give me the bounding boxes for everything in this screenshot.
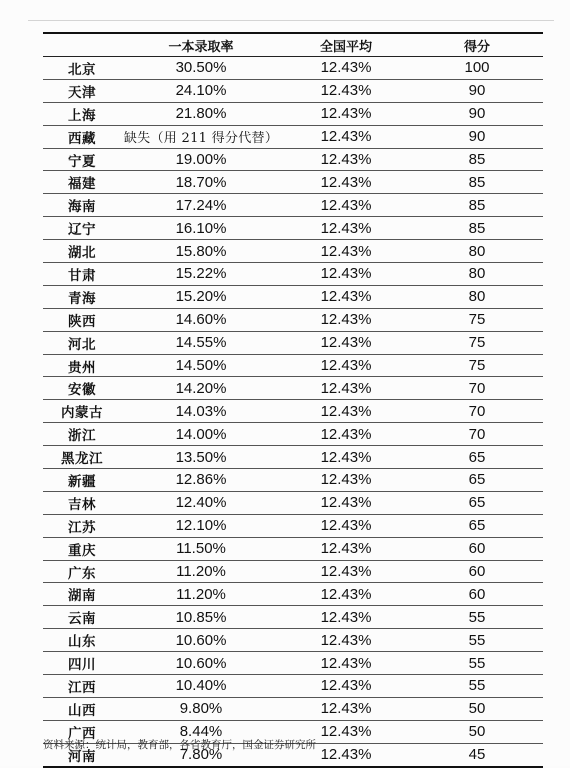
score-cell: 45 — [468, 746, 486, 764]
table-row — [43, 560, 543, 583]
admission-rate-cell: 13.50% — [175, 448, 227, 466]
national-average-cell: 12.43% — [320, 700, 372, 718]
admission-rate-cell: 8.44% — [179, 723, 223, 741]
score-cell: 80 — [468, 288, 486, 306]
national-average-cell: 12.43% — [320, 517, 372, 535]
province-cell: 山东 — [68, 634, 96, 651]
score-cell: 55 — [468, 631, 486, 649]
table-row — [43, 491, 543, 514]
score-cell: 80 — [468, 265, 486, 283]
province-cell: 安徽 — [68, 382, 96, 399]
header-score: 得分 — [463, 39, 490, 55]
table-row — [43, 125, 543, 148]
table-row — [43, 308, 543, 331]
province-cell: 山西 — [68, 702, 96, 719]
province-cell: 上海 — [68, 107, 96, 124]
score-cell: 55 — [468, 608, 486, 626]
national-average-cell: 12.43% — [320, 196, 372, 214]
score-cell: 60 — [468, 563, 486, 581]
national-average-cell: 12.43% — [320, 448, 372, 466]
admission-rate-cell: 10.60% — [175, 631, 227, 649]
national-average-cell: 12.43% — [320, 402, 372, 420]
table-row — [43, 148, 543, 171]
table-row — [43, 171, 543, 194]
score-cell: 60 — [468, 540, 486, 558]
admission-rate-cell: 12.40% — [175, 494, 227, 512]
province-cell: 河南 — [68, 748, 96, 765]
admission-rate-cell: 9.80% — [179, 700, 223, 718]
header-admission-rate: 一本录取率 — [168, 39, 234, 55]
score-cell: 85 — [468, 196, 486, 214]
score-cell: 50 — [468, 700, 486, 718]
admission-rate-cell: 30.50% — [175, 59, 227, 77]
table-row — [43, 697, 543, 720]
national-average-cell: 12.43% — [320, 677, 372, 695]
province-cell: 北京 — [68, 61, 96, 78]
province-cell: 贵州 — [68, 359, 96, 376]
score-cell: 100 — [464, 59, 490, 77]
score-cell: 85 — [468, 173, 486, 191]
table-row — [43, 537, 543, 560]
national-average-cell: 12.43% — [320, 82, 372, 100]
national-average-cell: 12.43% — [320, 173, 372, 191]
score-cell: 65 — [468, 494, 486, 512]
table-row — [43, 57, 543, 80]
admission-rate-cell: 14.50% — [175, 357, 227, 375]
score-cell: 65 — [468, 471, 486, 489]
score-cell: 70 — [468, 402, 486, 420]
national-average-cell: 12.43% — [320, 151, 372, 168]
national-average-cell: 12.43% — [320, 379, 372, 397]
table-row — [43, 194, 543, 217]
score-cell: 90 — [468, 105, 486, 123]
score-cell: 85 — [468, 219, 486, 237]
top-divider — [28, 20, 554, 21]
score-cell: 50 — [468, 723, 486, 741]
table-row — [43, 583, 543, 606]
table-row — [43, 675, 543, 698]
province-cell: 西藏 — [68, 130, 96, 147]
national-average-cell: 12.43% — [320, 242, 372, 260]
table-body — [43, 57, 543, 767]
province-cell: 甘肃 — [68, 267, 96, 284]
province-cell: 湖北 — [68, 245, 96, 262]
national-average-cell: 12.43% — [320, 425, 372, 443]
score-cell: 65 — [468, 448, 486, 466]
province-cell: 吉林 — [68, 496, 96, 513]
table-row — [43, 446, 543, 469]
table-row — [43, 423, 543, 446]
province-cell: 宁夏 — [68, 153, 96, 170]
province-cell: 湖南 — [68, 588, 96, 605]
national-average-cell: 12.43% — [320, 608, 372, 626]
province-cell: 青海 — [68, 290, 96, 307]
national-average-cell: 12.43% — [320, 631, 372, 649]
national-average-cell: 12.43% — [320, 288, 372, 306]
table-row — [43, 354, 543, 377]
national-average-cell: 12.43% — [320, 746, 372, 764]
table-row — [43, 652, 543, 675]
admission-rate-cell: 16.10% — [175, 219, 227, 237]
province-cell: 江西 — [68, 679, 96, 696]
admission-rate-cell: 10.40% — [175, 677, 227, 695]
table-row — [43, 217, 543, 240]
admission-rate-cell: 12.86% — [175, 471, 227, 489]
admission-rate-cell: 21.80% — [175, 105, 227, 123]
province-cell: 四川 — [68, 657, 96, 674]
table-row — [43, 606, 543, 629]
province-cell: 内蒙古 — [61, 405, 103, 422]
province-cell: 天津 — [68, 84, 96, 101]
province-cell: 河北 — [68, 336, 96, 353]
header-national-average: 全国平均 — [319, 39, 372, 55]
admission-rate-cell: 15.22% — [175, 265, 227, 283]
admission-rate-cell: 7.80% — [179, 746, 223, 764]
table-header-row — [43, 33, 543, 57]
header-province — [43, 33, 121, 57]
admission-rate-cell: 11.20% — [176, 563, 226, 581]
national-average-cell: 12.43% — [320, 311, 372, 329]
province-cell: 辽宁 — [68, 222, 96, 239]
admission-rate-cell: 11.50% — [176, 540, 226, 558]
national-average-cell: 12.43% — [320, 723, 372, 741]
score-cell: 55 — [468, 654, 486, 672]
national-average-cell: 12.43% — [320, 540, 372, 558]
score-cell: 70 — [468, 379, 486, 397]
admission-rate-cell: 15.20% — [175, 288, 227, 306]
national-average-cell: 12.43% — [320, 59, 372, 77]
province-cell: 福建 — [68, 176, 96, 193]
province-cell: 广东 — [68, 565, 96, 582]
national-average-cell: 12.43% — [320, 128, 372, 146]
admission-rate-cell: 18.70% — [175, 173, 227, 191]
national-average-cell: 12.43% — [320, 334, 372, 352]
table-row — [43, 263, 543, 286]
source-note: 资料来源：统计局，教育部，各省教育厅，国金证券研究所 — [43, 739, 316, 751]
table-row — [43, 79, 543, 102]
province-cell: 广西 — [68, 725, 96, 742]
national-average-cell: 12.43% — [320, 105, 372, 123]
table-row — [43, 240, 543, 263]
admission-rate-cell: 17.24% — [175, 196, 227, 214]
admission-rate-cell: 14.20% — [175, 379, 227, 397]
admission-rate-cell: 14.00% — [175, 425, 227, 443]
admission-rate-cell: 10.85% — [175, 608, 227, 626]
table-row — [43, 514, 543, 537]
province-cell: 江苏 — [68, 519, 96, 536]
province-cell: 黑龙江 — [61, 451, 103, 468]
missing-rate-note: 缺失（用 211 得分代替） — [123, 131, 279, 147]
admission-rate-cell: 10.60% — [175, 654, 227, 672]
table-row — [43, 629, 543, 652]
national-average-cell: 12.43% — [320, 471, 372, 489]
admission-rate-cell: 15.80% — [175, 242, 227, 260]
table-row — [43, 377, 543, 400]
table-row — [43, 469, 543, 492]
admission-rate-cell: 11.20% — [176, 585, 226, 603]
score-cell: 70 — [468, 425, 486, 443]
admission-rate-cell: 19.00% — [175, 151, 227, 168]
province-cell: 陕西 — [68, 313, 96, 330]
score-cell: 90 — [468, 128, 486, 146]
score-cell: 75 — [468, 311, 486, 329]
admission-rate-cell: 14.55% — [175, 334, 227, 352]
score-cell: 90 — [468, 82, 486, 100]
province-cell: 浙江 — [68, 428, 96, 445]
admission-rate-cell: 24.10% — [175, 82, 227, 100]
national-average-cell: 12.43% — [320, 357, 372, 375]
score-cell: 65 — [468, 517, 486, 535]
table-row — [43, 400, 543, 423]
table-row — [43, 102, 543, 125]
national-average-cell: 12.43% — [320, 219, 372, 237]
province-cell: 云南 — [68, 611, 96, 628]
admission-rate-cell: 12.10% — [175, 517, 227, 535]
score-cell: 60 — [468, 585, 486, 603]
score-cell: 75 — [468, 334, 486, 352]
score-cell: 75 — [468, 357, 486, 375]
national-average-cell: 12.43% — [320, 585, 372, 603]
score-cell: 85 — [468, 151, 486, 168]
province-cell: 重庆 — [68, 542, 96, 559]
province-cell: 海南 — [68, 199, 96, 216]
table-row — [43, 331, 543, 354]
score-cell: 80 — [468, 242, 486, 260]
score-cell: 55 — [468, 677, 486, 695]
province-cell: 新疆 — [68, 473, 96, 490]
national-average-cell: 12.43% — [320, 654, 372, 672]
admission-rate-cell: 14.60% — [175, 311, 227, 329]
admission-rate-cell: 14.03% — [175, 402, 227, 420]
national-average-cell: 12.43% — [320, 494, 372, 512]
national-average-cell: 12.43% — [320, 563, 372, 581]
table-row — [43, 285, 543, 308]
admission-rate-table — [43, 32, 543, 768]
national-average-cell: 12.43% — [320, 265, 372, 283]
